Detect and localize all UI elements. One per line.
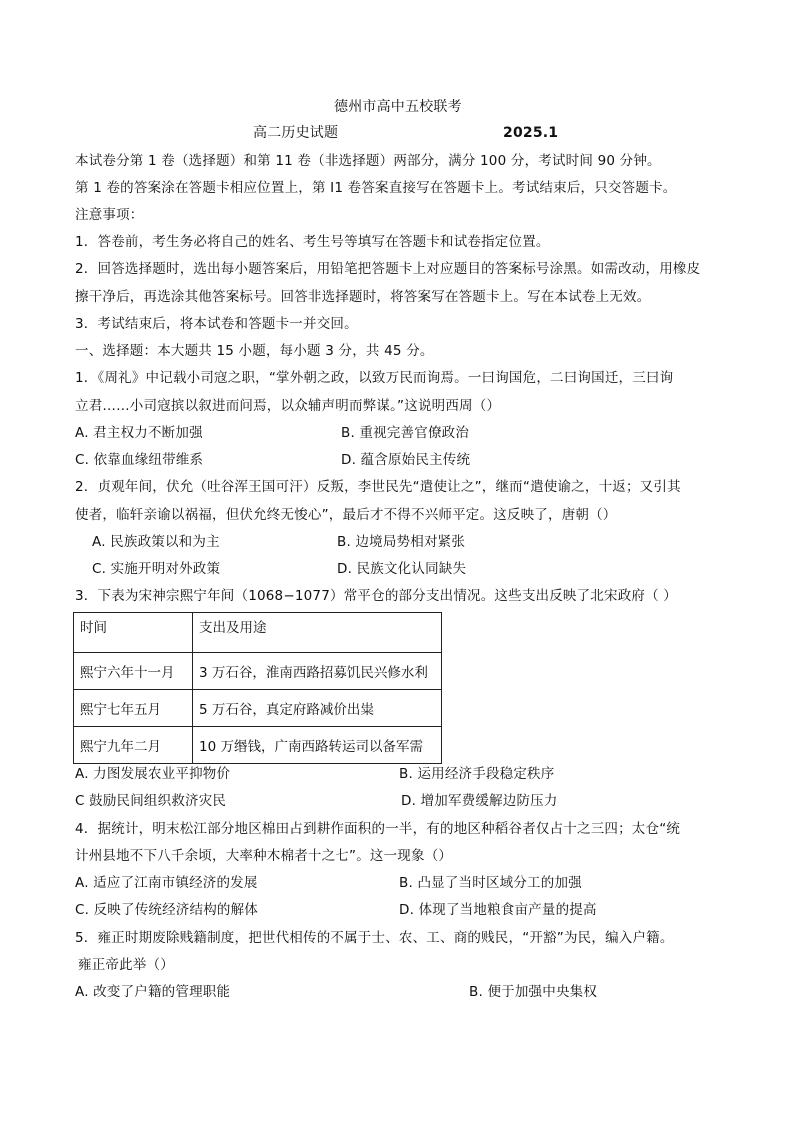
school-title: 德州市高中五校联考 [334,99,462,115]
notice-item: 2．回答选择题时，选出每小题答案后，用铅笔把答题卡上对应题目的答案标号涂黑。如需改动，用橡皮 [75,261,701,277]
option-d: D. 增加军费缓解边防压力 [401,793,558,809]
table-cell: 10 万缗钱，广南西路转运司以备军需 [193,727,442,764]
question-stem: 1．《周礼》中记载小司寇之职，“掌外朝之政，以致万民而询焉。一曰询国危，二曰询国迁，三曰询 [75,370,674,386]
table-row [74,690,442,727]
option-c: C 鼓励民间组织救济灾民 [75,793,227,809]
question-stem: 5．雍正时期废除贱籍制度，把世代相传的不属于士、农、工、商的贱民，“开豁”为民，编入户籍。 [75,930,674,946]
option-a: A. 力图发展农业平抑物价 [75,766,231,782]
option-b: B. 边境局势相对紧张 [337,534,466,550]
option-a: A. 民族政策以和为主 [92,534,220,550]
table-cell: 熙宁九年二月 [74,727,193,764]
table-cell: 3 万石谷，淮南西路招募饥民兴修水利 [193,653,442,690]
table-header-cell: 支出及用途 [193,613,442,653]
intro-line: 本试卷分第 1 卷（选择题）和第 11 卷（非选择题）两部分，满分 100 分，考试时间 90 分钟。 [75,153,661,169]
table-header-row [74,613,442,653]
option-b: B. 凸显了当时区域分工的加强 [399,875,582,891]
question-stem: 2．贞观年间，伏允（吐谷浑王国可汗）反叛，李世民先“遣使让之”，继而“遣使谕之，十返；又引其 [75,479,681,495]
question-stem: 使者，临轩亲谕以祸福，但伏允终无悛心”，最后才不得不兴师平定。这反映了，唐朝（） [75,507,617,523]
option-b: B. 重视完善官僚政治 [341,425,470,441]
option-c: C. 实施开明对外政策 [92,561,221,577]
option-d: D. 蕴含原始民主传统 [341,452,471,468]
question-stem: 计州县地不下八千余顷，大率种木棉者十之七”。这一现象（） [75,848,453,864]
option-c: C. 反映了传统经济结构的解体 [75,902,259,918]
option-a: A. 适应了江南市镇经济的发展 [75,875,258,891]
option-a: A. 君主权力不断加强 [75,425,203,441]
section-heading: 一、选择题：本大题共 15 小题，每小题 3 分，共 45 分。 [75,343,434,359]
notice-item: 3．考试结束后，将本试卷和答题卡一并交回。 [75,316,358,332]
notice-item: 1．答卷前，考生务必将自己的姓名、考生号等填写在答题卡和试卷指定位置。 [75,234,550,250]
table-cell: 熙宁七年五月 [74,690,193,727]
question-stem: 4．据统计，明末松江部分地区棉田占到耕作面积的一半，有的地区种稻谷者仅占十之三四；太仓“统 [75,821,681,837]
exam-date: 2025.1 [503,125,559,141]
option-b: B. 便于加强中央集权 [469,984,598,1000]
notice-heading: 注意事项： [75,207,144,223]
table-cell: 熙宁六年十一月 [74,653,193,690]
expenditure-table [73,612,442,764]
table-cell: 5 万石谷，真定府路减价出粜 [193,690,442,727]
table-header-cell: 时间 [74,613,193,653]
option-a: A. 改变了户籍的管理职能 [75,984,231,1000]
option-c: C. 依靠血缘纽带维系 [75,452,204,468]
option-b: B. 运用经济手段稳定秩序 [399,766,555,782]
question-stem: 3．下表为宋神宗熙宁年间（1068−1077）常平仓的部分支出情况。这些支出反映了北宋政府（ ） [75,588,678,604]
option-d: D. 民族文化认同缺失 [337,561,467,577]
notice-item: 擦干净后，再选涂其他答案标号。回答非选择题时，将答案写在答题卡上。写在本试卷上无效。 [75,289,651,305]
question-stem: 立君……小司寇摈以叙进而问焉，以众辅声明而弊谋。”这说明西周（） [75,398,501,414]
option-d: D. 体现了当地粮食亩产量的提高 [399,902,597,918]
table-row [74,727,442,764]
intro-line: 第 1 卷的答案涂在答题卡相应位置上，第 I1 卷答案直接写在答题卡上。考试结束后，只交答题卡。 [75,180,677,196]
question-stem: 雍正帝此举（） [78,957,174,973]
exam-title: 高二历史试题 [253,125,339,141]
table-row [74,653,442,690]
